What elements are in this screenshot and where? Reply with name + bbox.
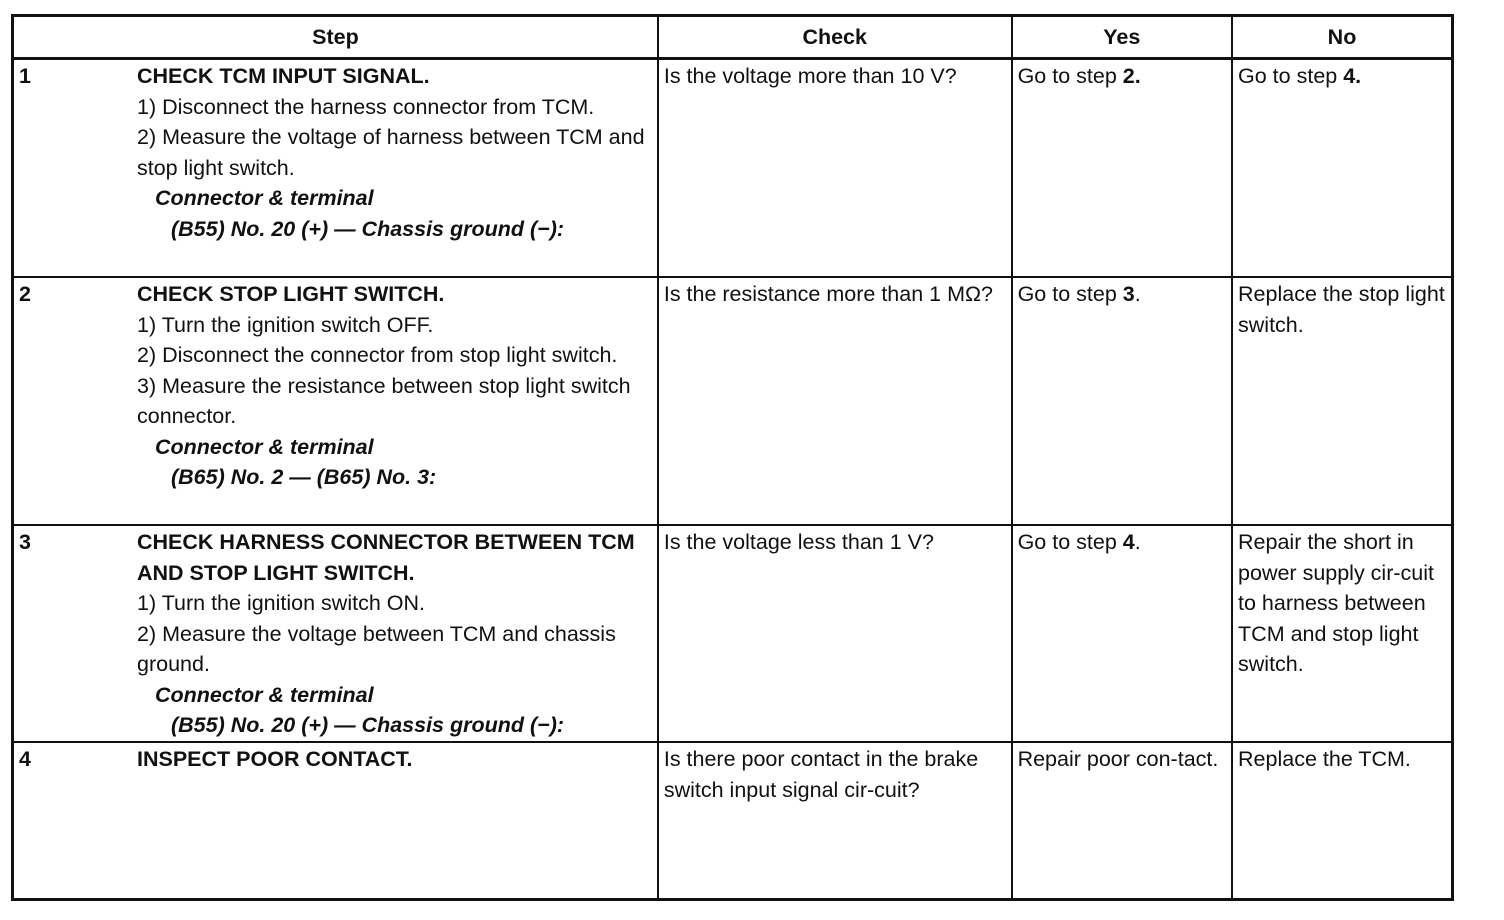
yes-text: Go to step — [1017, 64, 1123, 88]
table-row — [13, 59, 1453, 278]
yes-suffix: . — [1134, 530, 1141, 554]
step-title: CHECK HARNESS CONNECTOR BETWEEN TCM AND STOP LIGHT SWITCH. — [137, 530, 635, 585]
step-instruction: 1) Turn the ignition switch OFF. — [137, 312, 434, 337]
no-text: Replace the TCM. — [1238, 747, 1411, 771]
connector-detail: (B65) No. 2 — (B65) No. 3: — [171, 465, 437, 489]
step-number: 2 — [19, 282, 31, 306]
header-step: Step — [13, 16, 658, 59]
yes-step-ref: 3 — [1122, 282, 1135, 306]
no-text: Go to step — [1238, 64, 1344, 88]
check-cell — [658, 742, 1012, 900]
yes-text: Go to step — [1017, 282, 1123, 306]
yes-step-ref: 2. — [1122, 64, 1141, 88]
table-row — [13, 277, 1453, 525]
no-step-ref: 4. — [1343, 64, 1362, 88]
step-cell — [13, 742, 658, 900]
yes-step-ref: 4 — [1122, 530, 1135, 554]
step-instruction: 3) Measure the resistance between stop light switch connector. — [137, 373, 631, 428]
step-instruction: 2) Disconnect the connector from stop light switch. — [137, 343, 618, 367]
no-cell — [1232, 59, 1452, 278]
check-cell — [658, 525, 1012, 742]
check-cell — [658, 277, 1012, 525]
connector-label: Connector & terminal — [155, 186, 374, 210]
check-text: Is the resistance more than 1 MΩ? — [663, 282, 994, 306]
step-instruction: 2) Measure the voltage between TCM and chassis ground. — [137, 621, 616, 676]
check-text: Is there poor contact in the brake switch input signal cir-cuit? — [663, 747, 979, 802]
step-number: 3 — [19, 530, 31, 554]
yes-text: Repair poor con-tact. — [1017, 747, 1219, 771]
table-row — [13, 525, 1453, 742]
yes-cell — [1012, 742, 1232, 900]
step-cell — [13, 59, 658, 278]
check-text: Is the voltage less than 1 V? — [663, 530, 934, 554]
step-title: CHECK TCM INPUT SIGNAL. — [137, 64, 430, 88]
header-no: No — [1232, 16, 1452, 59]
header-check: Check — [658, 16, 1012, 59]
step-number: 4 — [19, 747, 31, 771]
yes-cell — [1012, 59, 1232, 278]
no-cell — [1232, 277, 1452, 525]
table-row — [13, 742, 1453, 900]
yes-suffix: . — [1134, 282, 1141, 306]
yes-text: Go to step — [1017, 530, 1123, 554]
yes-cell — [1012, 277, 1232, 525]
connector-detail: (B55) No. 20 (+) — Chassis ground (−): — [171, 216, 565, 241]
header-yes: Yes — [1012, 16, 1232, 59]
no-text: Repair the short in power supply cir-cuit to harness between TCM and stop light switch. — [1238, 530, 1434, 676]
step-instruction: 1) Disconnect the harness connector from TCM. — [137, 94, 595, 119]
step-instruction: 2) Measure the voltage of harness between TCM and stop light switch. — [137, 125, 645, 180]
diagnostic-procedure-table — [11, 14, 1454, 901]
check-cell — [658, 59, 1012, 278]
header-row — [13, 16, 1453, 59]
yes-cell — [1012, 525, 1232, 742]
step-cell — [13, 277, 658, 525]
step-cell — [13, 525, 658, 742]
step-instruction: 1) Turn the ignition switch ON. — [137, 591, 425, 615]
connector-label: Connector & terminal — [155, 682, 374, 707]
no-text: Replace the stop light switch. — [1238, 282, 1445, 337]
step-title: INSPECT POOR CONTACT. — [137, 747, 413, 771]
no-cell — [1232, 525, 1452, 742]
no-cell — [1232, 742, 1452, 900]
connector-label: Connector & terminal — [155, 434, 374, 459]
check-text: Is the voltage more than 10 V? — [663, 64, 957, 88]
step-title: CHECK STOP LIGHT SWITCH. — [137, 282, 445, 306]
connector-detail: (B55) No. 20 (+) — Chassis ground (−): — [171, 713, 565, 737]
step-number: 1 — [19, 64, 31, 88]
